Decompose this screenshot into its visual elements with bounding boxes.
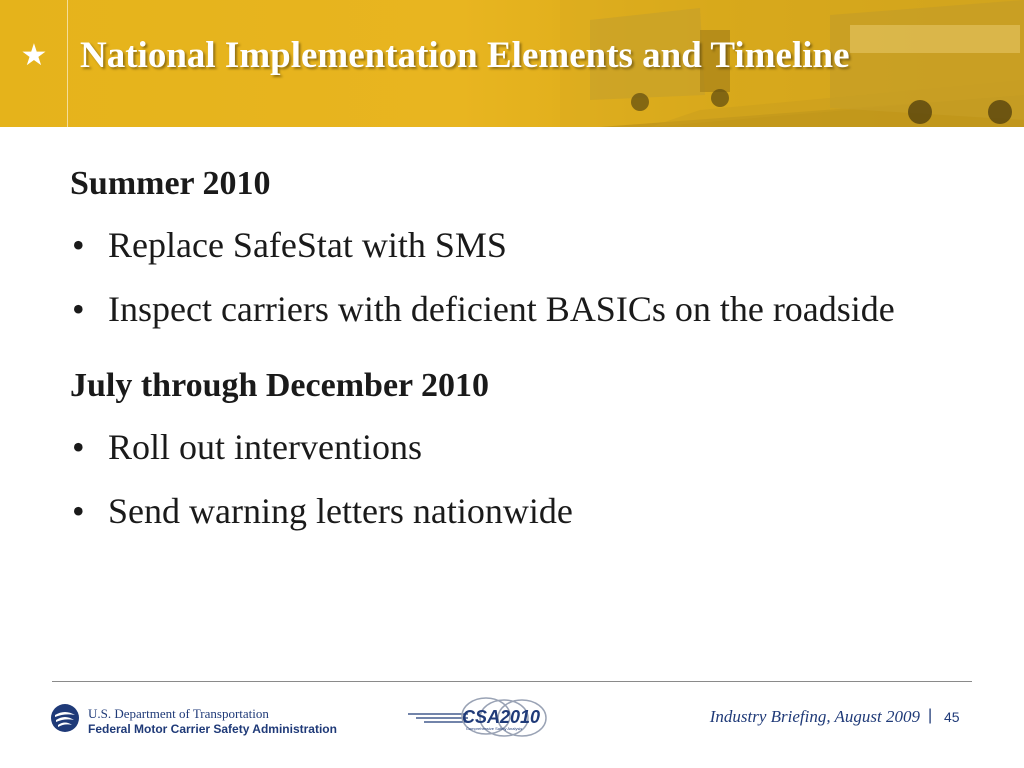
- section-july-december-2010: [70, 362, 970, 538]
- bullet-item: [70, 484, 970, 538]
- bullet-text: Replace SafeStat with SMS: [108, 225, 507, 265]
- slide-content: [70, 160, 970, 538]
- section-heading: Summer 2010: [70, 165, 271, 202]
- csa-logo-subtext: Comprehensive Safety Analysis: [466, 726, 523, 731]
- star-cell: [0, 0, 68, 127]
- section-heading: July through December 2010: [70, 367, 490, 404]
- dept-name: U.S. Department of Transportation: [88, 706, 269, 721]
- star-icon: ★: [20, 38, 48, 73]
- section-summer-2010: [70, 160, 970, 336]
- csa-logo-text: CSA2010: [462, 707, 541, 727]
- bullet-icon: •: [72, 427, 85, 467]
- footer-divider: [52, 681, 972, 682]
- page-number: 45: [944, 709, 960, 725]
- bullet-item: [70, 420, 970, 474]
- slide-title: National Implementation Elements and Timeline: [80, 35, 850, 76]
- header-banner: [0, 0, 1024, 127]
- bullet-text: Roll out interventions: [108, 427, 422, 467]
- bullet-list: [70, 420, 970, 538]
- bullet-text: Send warning letters nationwide: [108, 491, 573, 531]
- agency-name: Federal Motor Carrier Safety Administration: [88, 722, 337, 736]
- csa2010-logo: [408, 694, 558, 744]
- briefing-label: Industry Briefing, August 2009: [709, 707, 920, 726]
- footer-separator: |: [928, 707, 933, 724]
- dot-eagle-logo-icon: [50, 703, 80, 733]
- bullet-item: [70, 282, 970, 336]
- bullet-item: [70, 218, 970, 272]
- bullet-text: Inspect carriers with deficient BASICs on the roadside: [108, 289, 895, 329]
- bullet-icon: •: [72, 491, 85, 531]
- bullet-list: [70, 218, 970, 336]
- bullet-icon: •: [72, 289, 85, 329]
- bullet-icon: •: [72, 225, 85, 265]
